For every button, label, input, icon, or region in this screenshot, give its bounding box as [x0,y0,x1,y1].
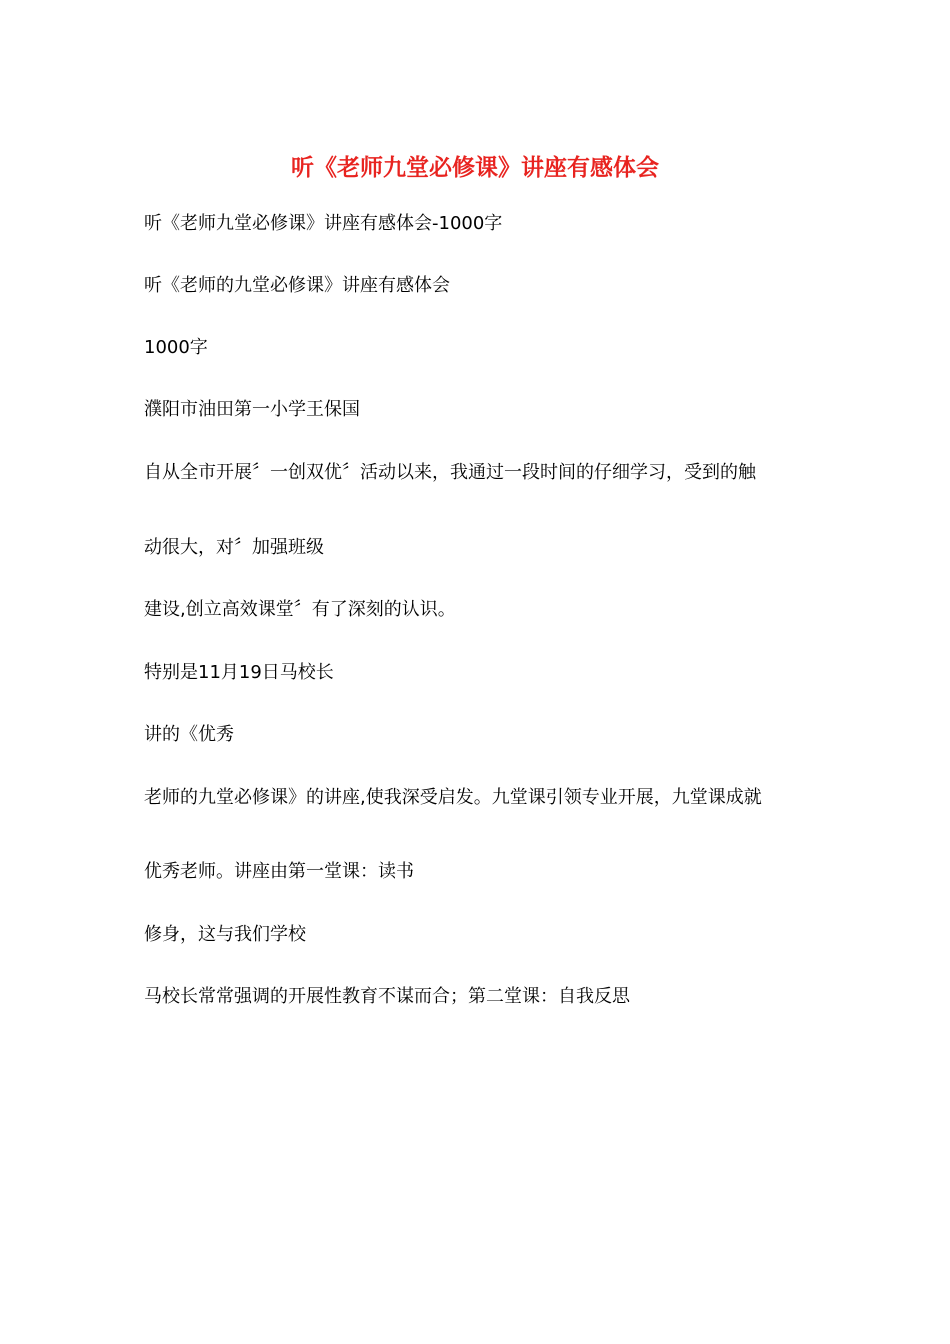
paragraph-body: 马校长常常强调的开展性教育不谋而合；第二堂课：自我反思 [144,986,630,1007]
paragraph-body: 动很大，对〞加强班级 [144,537,324,558]
paragraph-heading: 听《老师的九堂必修课》讲座有感体会 [144,275,450,296]
paragraph-body: 优秀老师。讲座由第一堂课：读书 [144,861,414,882]
document-title: 听《老师九堂必修课》讲座有感体会 [291,155,659,181]
paragraph-body: 特别是11月19日马校长 [144,662,334,683]
paragraph-author: 濮阳市油田第一小学王保国 [144,399,360,420]
paragraph-body: 老师的九堂必修课》的讲座,使我深受启发。九堂课引领专业开展，九堂课成就 [144,787,762,808]
paragraph-body: 自从全市开展〞一创双优〞活动以来，我通过一段时间的仔细学习，受到的触 [144,462,756,483]
paragraph-body: 建设,创立高效课堂〞有了深刻的认识。 [144,599,456,620]
paragraph-body: 修身，这与我们学校 [144,924,306,945]
paragraph-subtitle: 听《老师九堂必修课》讲座有感体会-1000字 [144,213,503,234]
paragraph-body: 讲的《优秀 [144,724,234,745]
paragraph-word-count: 1000字 [144,337,208,358]
